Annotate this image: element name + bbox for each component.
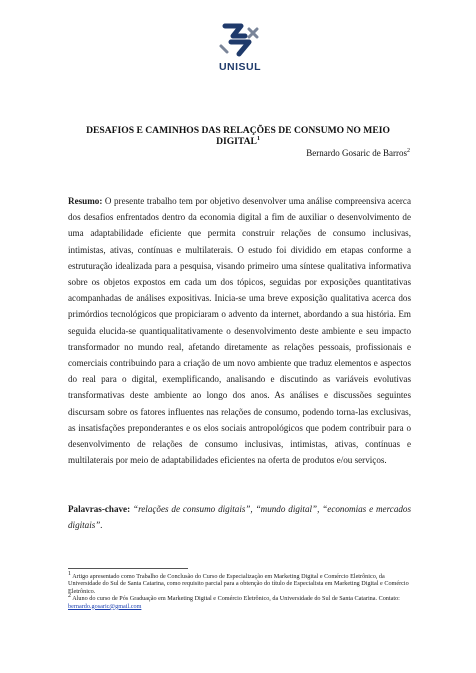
footnote-2 [68, 595, 411, 610]
paper-title [80, 125, 396, 147]
author-name [306, 148, 410, 158]
keywords [68, 501, 411, 533]
unisul-emblem-icon [211, 20, 269, 60]
title-line-2: DIGITAL [216, 136, 257, 147]
unisul-logo [211, 20, 269, 76]
keywords-text: “relações de consumo digitais”, “mundo digital”, “economias e mercados digitais”. [68, 504, 412, 531]
author-footnote-mark: 2 [407, 148, 410, 154]
author-text: Bernardo Gosaric de Barros [306, 148, 407, 158]
title-line-1: DESAFIOS E CAMINHOS DAS RELAÇÕES DE CONSUMO NO MEIO [86, 125, 390, 136]
footnote-2-text: Aluno do curso de Pós Graduação em Marketing Digital e Comércio Eletrônico, da Universidade do Sul de Santa Catarina. Contato: [72, 595, 400, 603]
footnote-divider [68, 568, 188, 569]
footnote-2-mark: 2 [68, 593, 71, 600]
footnotes [68, 570, 411, 610]
logo-text: UNISUL [218, 61, 262, 73]
contact-email-link[interactable]: bernardo.gosaric@gmail.com [68, 602, 142, 610]
abstract-label: Resumo: [68, 196, 103, 206]
footnote-1-text: Artigo apresentado como Trabalho de Conclusão do Curso de Especialização em Marketing Digital e Comércio Eletrônico, da Universidade do Sul de Santa Catarina, como requisito parcial para a obtenção do título de Especialista em Marketing Digital e Comércio Eletrônico. [68, 573, 409, 595]
abstract [68, 193, 411, 468]
abstract-text: O presente trabalho tem por objetivo desenvolver uma análise compreensiva acerca dos desafios enfrentados dentro da economia digital a fim de auxiliar o desenvolvimento de uma adaptabilidade eficiente que permita construir relações de consumo inclusivas, intimistas, ativas, contínuas e multilaterais. O estudo foi dividido em etapas conforme a estruturação idealizada para a pesquisa, visando primeiro uma síntese qualitativa informativa sobre os objetos expostos em cada um dos tópicos, seguidas por exposições quantitativas acompanhadas de análises expositivas. Inicia-se uma breve exposição qualitativa acerca dos primórdios tecnológicos que propiciaram o advento da internet, abordando a sua história. Em seguida elucida-se quantiqualitativamente o desenvolvimento deste ambiente e seu impacto transformador no mundo real, afetando diretamente as relações pessoais, profissionais e comerciais contribuindo para a criação de um novo ambiente que traduz elementos e aspectos do real para o digital, exemplificando, analisando e discutindo as variáveis evolutivas transformativas deste ambiente ao longo dos anos. As análises e discussões seguintes discursam sobre os fatores influentes nas relações de consumo, podendo torna-las exclusivas, as insatisfações preponderantes e os elos sociais antropológicos que podem contribuir para o desenvolvimento de relações de consumo inclusivas, intimistas, ativas, contínuas e multilaterais por meio de adaptabilidades eficientes na oferta de produtos e/ou serviços. [68, 196, 411, 466]
title-footnote-mark: 1 [256, 135, 260, 142]
footnote-1-mark: 1 [68, 570, 71, 577]
keywords-label: Palavras-chave: [68, 504, 131, 514]
footnote-1 [68, 570, 411, 595]
